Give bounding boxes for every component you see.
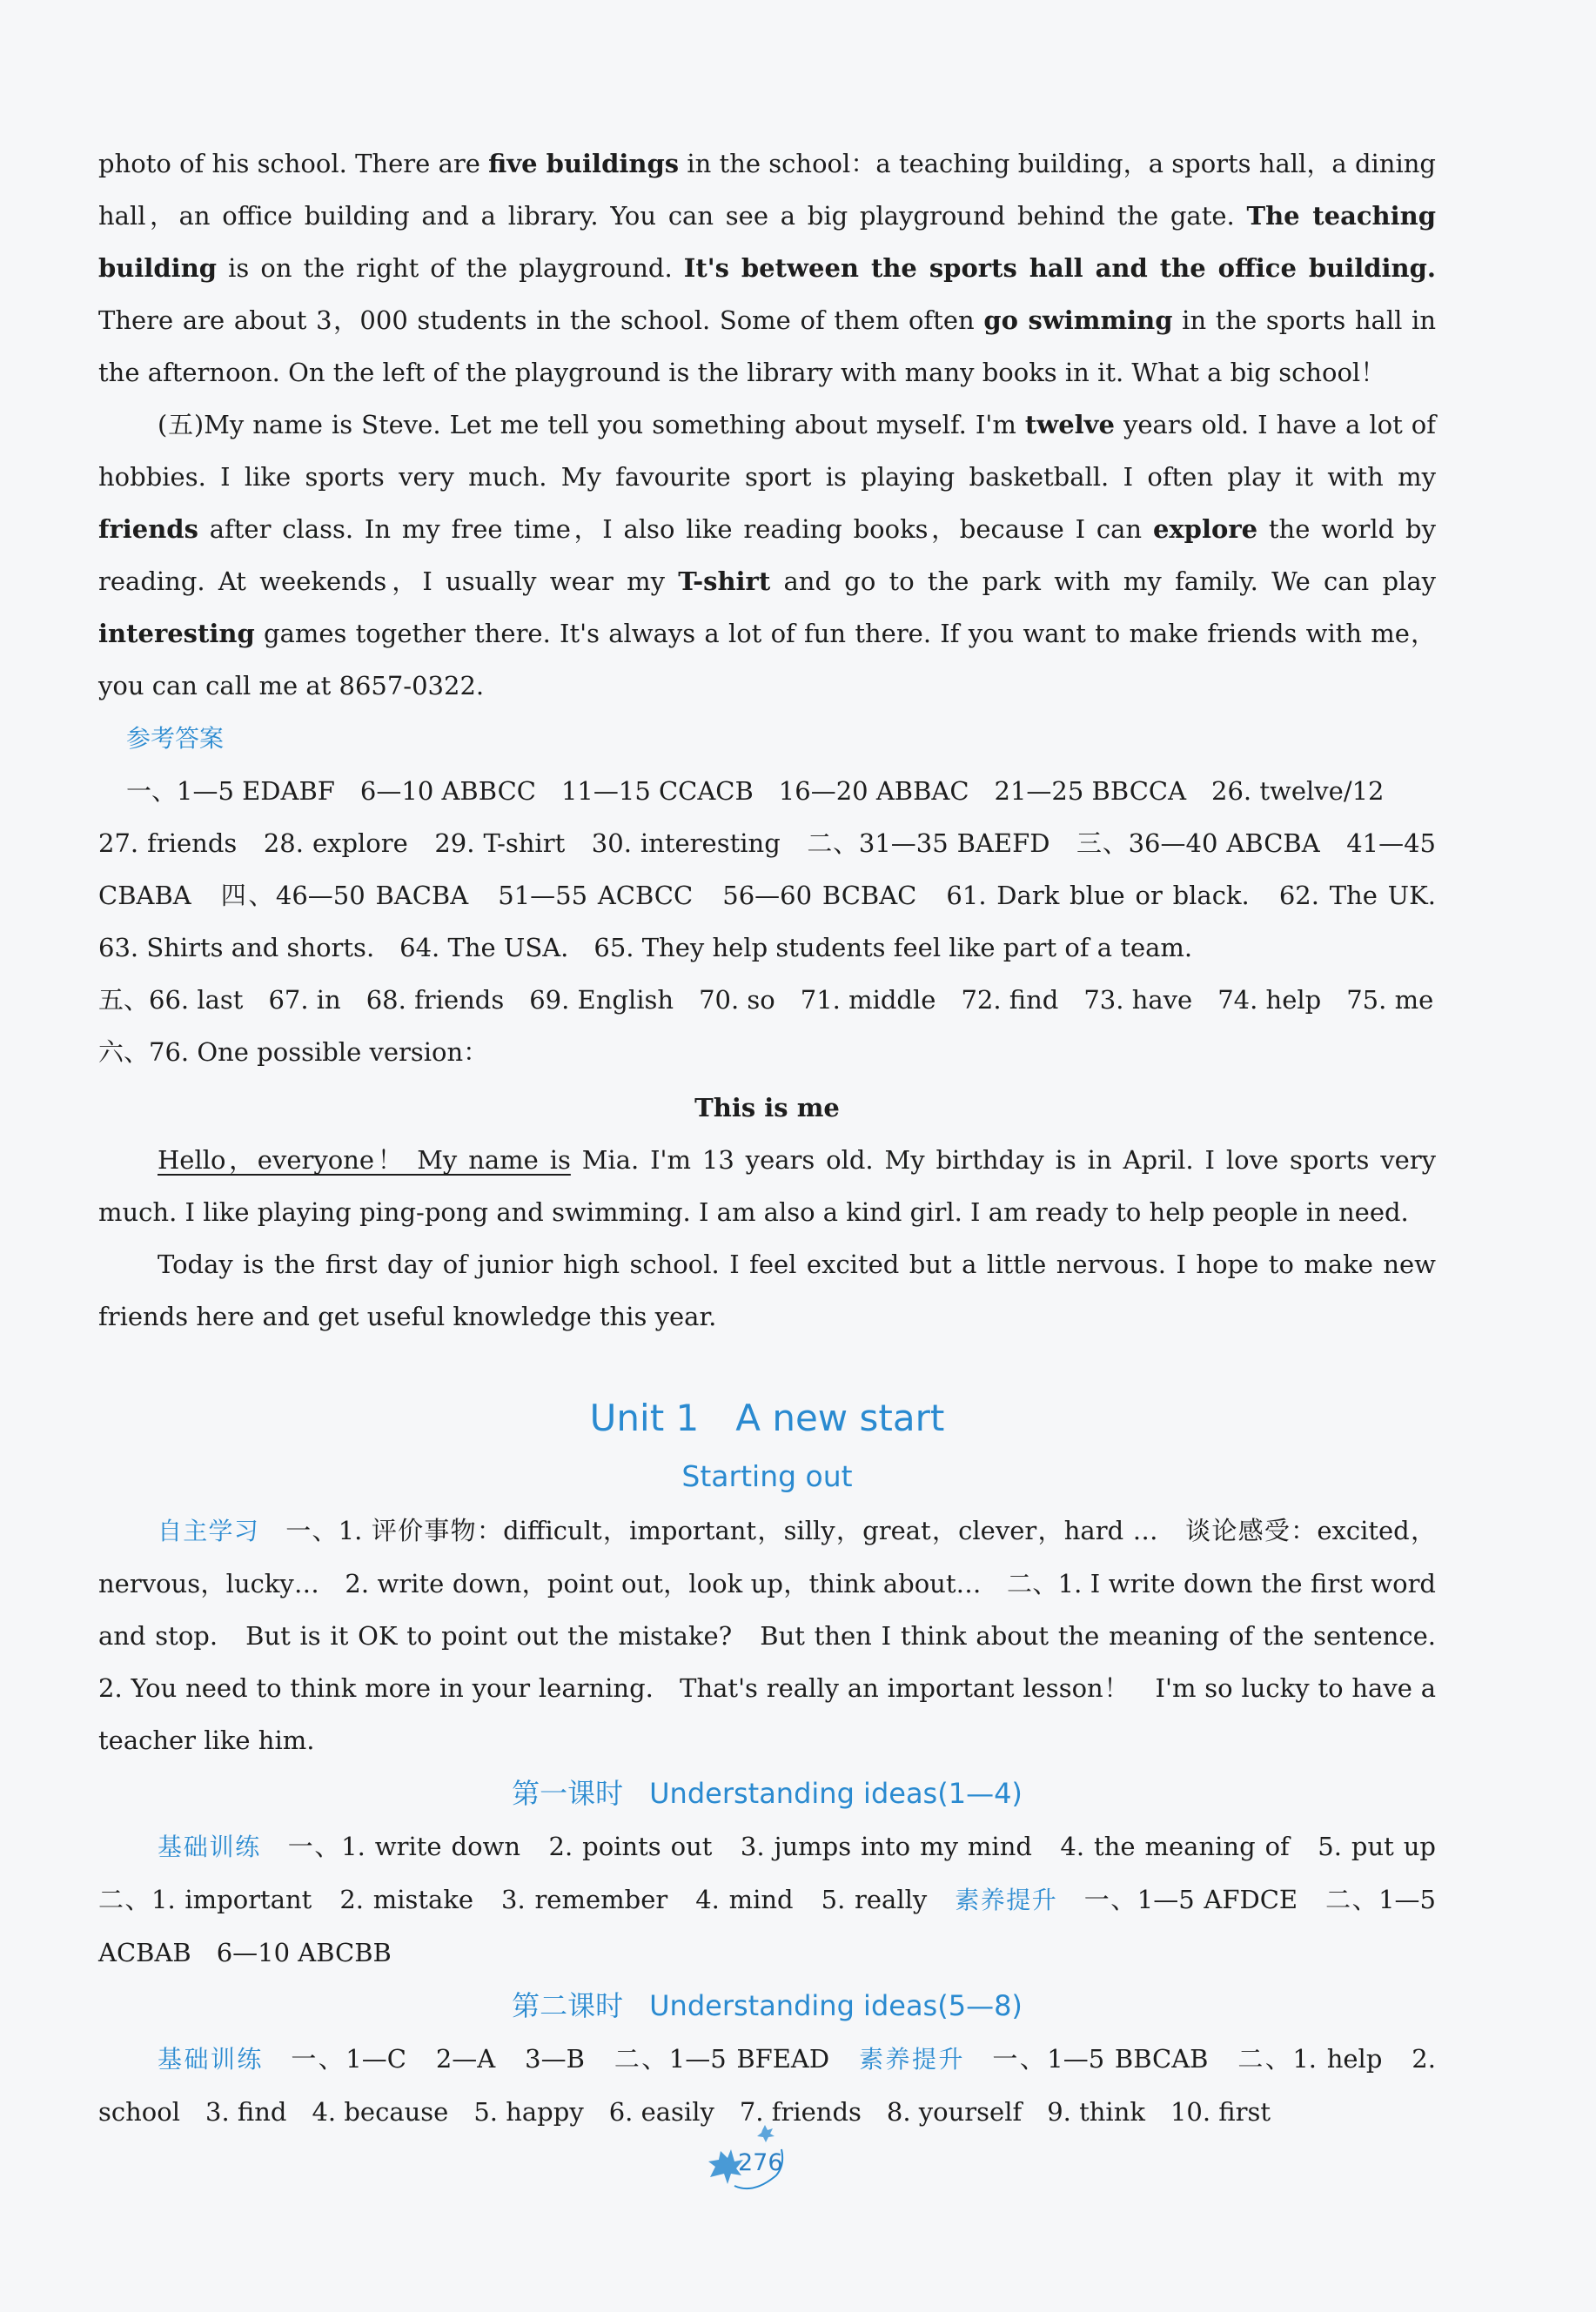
answers-line-3: 五、66. last 67. in 68. friends 69. English 70. so 71. middle 72. find 73. have 74. help 75. me — [98, 985, 1434, 1015]
bold-answer-phrase: T-shirt — [678, 566, 771, 596]
bold-answer-phrase: The teaching building — [98, 201, 1436, 283]
lesson-1-answers: 基础训练 一、1. write down 2. points out 3. jumps into my mind 4. the meaning of 5. put up 二、1. important 2. mistake 3. remember 4. mind 5. really 素养提升 一、1—5 AFDCE 二、1—5 ACBAB 6—10 ABCBB — [98, 1832, 1462, 1967]
essay-paragraph-2: Today is the first day of junior high school. I feel excited but a little nervous. I hope to make new friends here and get useful knowledge this year. — [98, 1250, 1436, 1331]
bold-answer-phrase: twelve — [1024, 410, 1115, 439]
lesson-2-answers: 基础训练 一、1—C 2—A 3—B 二、1—5 BFEAD 素养提升 一、1—5 BBCAB 二、1. help 2. school 3. find 4. because 5. happy 6. easily 7. friends 8. yourself 9. think 10. first — [98, 2044, 1436, 2127]
passage-paragraph-1 — [98, 137, 1436, 399]
bold-answer-phrase: friends — [98, 514, 198, 544]
passage-text: is on the right of the playground. — [217, 253, 684, 283]
improvement-label: 素养提升 — [859, 2045, 965, 2074]
passage-text: after class. In my free time，I also like reading books，because I can — [198, 514, 1153, 544]
passage-text: in the school：a teaching building，a sports hall，a dining hall，an office building and a library. You can see a big playground behind the gate. — [98, 149, 1436, 231]
improvement-label: 素养提升 — [955, 1886, 1058, 1914]
section-title: Starting out — [681, 1459, 853, 1493]
basic-training-label: 基础训练 — [158, 1833, 261, 1861]
page-number: 276 — [738, 2149, 783, 2176]
passage-text: (五)My name is Steve. Let me tell you something about myself. I'm — [158, 410, 1025, 439]
passage-text: There are about 3，000 students in the school. Some of them often — [98, 305, 984, 335]
bold-answer-phrase: five buildings — [488, 149, 680, 178]
essay-paragraph-1: Hello，everyone！ My name is Mia. I'm 13 years old. My birthday is in April. I love sports very much. I like playing ping-pong and swimming. I am also a kind girl. I am ready to help people in need. — [98, 1145, 1436, 1227]
passage-paragraph-2 — [98, 399, 1436, 712]
unit-title: Unit 1 A new start — [589, 1397, 945, 1439]
page-number-badge — [701, 2123, 806, 2193]
bold-answer-phrase: explore — [1152, 514, 1258, 544]
essay-underlined-phrase: Hello，everyone！ My name is — [158, 1145, 571, 1175]
essay-title: This is me — [694, 1093, 840, 1122]
basic-training-label: 基础训练 — [158, 2045, 264, 2074]
lesson-1-title: 第一课时 Understanding ideas(1—4) — [512, 1777, 1023, 1810]
answers-heading: 参考答案 — [126, 724, 225, 753]
passage-text: and go to the park with my family. We can play — [770, 566, 1436, 596]
answers-line-2: 27. friends 28. explore 29. T-shirt 30. interesting 二、31—35 BAEFD 三、36—40 ABCBA 41—45 CBABA 四、46—50 BACBA 51—55 ACBCC 56—60 BCBAC 61. Dark blue or black. 62. The UK. 63. Shirts and shorts. 64. The USA. 65. They help students feel like part of a team. — [98, 828, 1462, 962]
answers-line-4: 六、76. One possible version： — [98, 1037, 489, 1067]
self-study-answers: 自主学习 一、1. 评价事物：difficult，important，silly，great，clever，hard … 谈论感受：excited，nervous，lucky… 2. write down，point out，look up，think about… 二、1. I write down the first word and stop. But is it OK to point out the mistake? But then I think about the meaning of the sentence. 2. You need to think more in your learning. That's really an important lesson！ I'm so lucky to have a teacher like him. — [98, 1516, 1462, 1755]
passage-text: games together there. It's always a lot of fun there. If you want to make friends with me，you can call me at 8657-0322. — [98, 619, 1436, 700]
bold-answer-phrase: It's between the sports hall and the office building. — [683, 253, 1436, 283]
self-study-label: 自主学习 — [158, 1517, 259, 1545]
passage-text: years old. I have a lot of hobbies. I like sports very much. My favourite sport is playing basketball. I often play it with my — [98, 410, 1437, 492]
bold-answer-phrase: go swimming — [983, 305, 1173, 335]
passage-text: photo of his school. There are — [98, 149, 489, 178]
passage-text: the world by reading. At weekends，I usually wear my — [98, 514, 1436, 596]
bold-answer-phrase: interesting — [98, 619, 255, 648]
lesson-2-title: 第二课时 Understanding ideas(5—8) — [512, 1989, 1023, 2022]
passage-text: in the sports hall in the afternoon. On the left of the playground is the library with many books in it. What a big school！ — [98, 305, 1437, 387]
answers-line-1: 一、1—5 EDABF 6—10 ABBCC 11—15 CCACB 16—20 ABBAC 21—25 BBCCA 26. twelve/12 — [126, 776, 1385, 806]
